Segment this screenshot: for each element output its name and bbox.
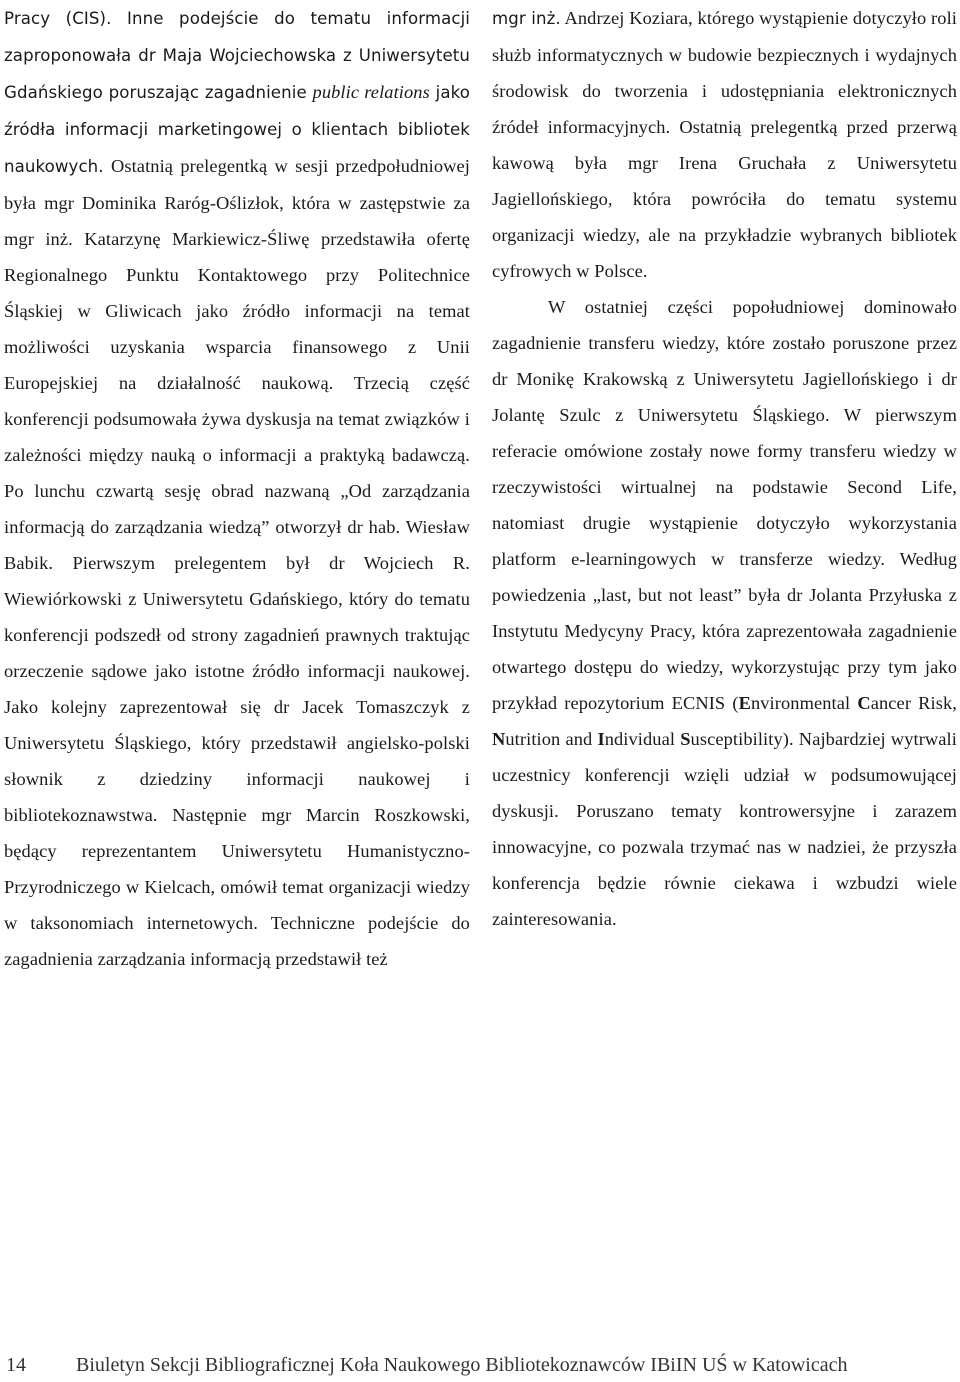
page-number: 14 — [6, 1354, 26, 1376]
left-column — [4, 0, 470, 977]
text-run: Andrzej Koziara, którego wystąpienie dotyczyło roli służb informatycznych w budowie bezpiecznych i wydajnych środowisk do tworzenia i udostępniania elektronicznych źródeł informacyjnych. — [492, 8, 957, 137]
text-run: Katarzynę Markiewicz-Śliwę przedstawiła ofertę Regionalnego Punktu Kontaktowego przy Politechnice Śląskiej w Gliwicach jako źródło informacji na temat możliwości uzyskania wsparcia finansowego z Unii Europejskiej na działalność naukową. — [4, 229, 470, 393]
text-run: Następnie mgr Marcin Roszkowski, będący reprezentantem Uniwersytetu Humanistyczno-Przyrodniczego w Kielcach, omówił temat organizacji wiedzy w taksonomiach internetowych. — [4, 805, 470, 933]
text-run: Ostatnią prelegentką w sesji przedpołudniowej była mgr Dominika Raróg-Oślizłok, która w zastępstwie za mgr inż. — [4, 156, 470, 249]
text-run: Techniczne podejście do zagadnienia zarządzania informacją przedstawił też — [4, 913, 470, 969]
text-run: jako źródła informacji marketingowej o klientach bibliotek naukowych. — [4, 83, 470, 176]
text-run: ndividual — [604, 729, 681, 749]
left-paragraph — [4, 0, 470, 977]
text-run: usceptibility). — [690, 729, 794, 749]
acronym-letter: I — [597, 729, 605, 749]
page-footer — [6, 1354, 906, 1382]
text-run: Pracy (CIS). — [4, 9, 112, 28]
right-paragraph-2 — [492, 289, 957, 937]
text-run: Ostatnią prelegentką przed przerwą kawową była mgr Irena Gruchała z Uniwersytetu Jagiellońskiego, która powróciła do tematu systemu organizacji wiedzy, ale na przykładzie wybranych bibliotek cyfrowych w Polsce. — [492, 117, 957, 281]
text-run: mgr inż. — [492, 9, 561, 28]
text-run: nvironmental — [750, 693, 858, 713]
text-run: Najbardziej wytrwali uczestnicy konferencji wzięli udział w podsumowującej dyskusji. — [492, 729, 957, 821]
text-run: W ostatniej części popołudniowej dominowało zagadnienie transferu wiedzy, które zostało poruszone przez dr Monikę Krakowską z Uniwersytetu Jagiellońskiego i dr Jolantę Szulc z Uniwersytetu Śląskiego. — [492, 297, 957, 425]
text-run: Po lunchu czwartą sesję obrad nazwaną „Od zarządzania informacją do zarządzania wiedzą” otworzył dr hab. Wiesław Babik. Pierwszym prelegentem był dr Wojciech R. Wiewiórkowski z Uniwersytetu Gdańskiego, który do tematu konferencji podszedł od strony zagadnień prawnych traktując orzeczenie sądowe jako istotne źródło informacji naukowej. Jako kolejny zaprezentował się dr Jacek Tomaszczyk z Uniwersytetu Śląskiego, który przedstawił angielsko-polski słownik z dziedziny informacji naukowej i bibliotekoznawstwa. — [4, 481, 470, 825]
acronym-letter: C — [857, 693, 871, 713]
journal-title: Biuletyn Sekcji Bibliograficznej Koła Naukowego Bibliotekoznawców IBiIN UŚ w Katowicach — [76, 1354, 848, 1376]
text-run: W pierwszym referacie omówione zostały nowe formy transferu wiedzy w rzeczywistości wirtualnej na podstawie Second Life, natomiast drugie wystąpienie dotyczyło wykorzystania platform e-learningowych w transferze wiedzy. — [492, 405, 957, 569]
text-run: Według powiedzenia „last, but not least” była dr Jolanta Przyłuska z Instytutu Medycyny Pracy, która zaprezentowała zagadnienie otwartego dostępu do wiedzy, wykorzystując przy tym jako przykład repozytorium ECNIS ( — [492, 549, 957, 713]
text-run-italic: public relations — [312, 82, 430, 102]
text-run: utrition and — [505, 729, 598, 749]
text-run: Trzecią część konferencji podsumowała żywa dyskusja na temat związków i zależności między nauką o informacji a praktyką badawczą. — [4, 373, 470, 465]
acronym-letter: S — [680, 729, 691, 749]
text-run: Inne podejście do tematu informacji zaproponowała dr Maja Wojciechowska z Uniwersytetu Gdańskiego poruszając zagadnienie — [4, 9, 470, 102]
text-run: Poruszano tematy kontrowersyjne i zarazem innowacyjne, co pozwala trzymać nas w nadziei, że przyszła konferencja będzie równie ciekawa i wzbudzi wiele zainteresowania. — [492, 801, 957, 929]
acronym-letter: N — [492, 729, 506, 749]
text-run: ancer Risk, — [870, 693, 957, 713]
right-column — [492, 0, 957, 937]
acronym-letter: E — [738, 693, 751, 713]
right-paragraph-1 — [492, 0, 957, 289]
